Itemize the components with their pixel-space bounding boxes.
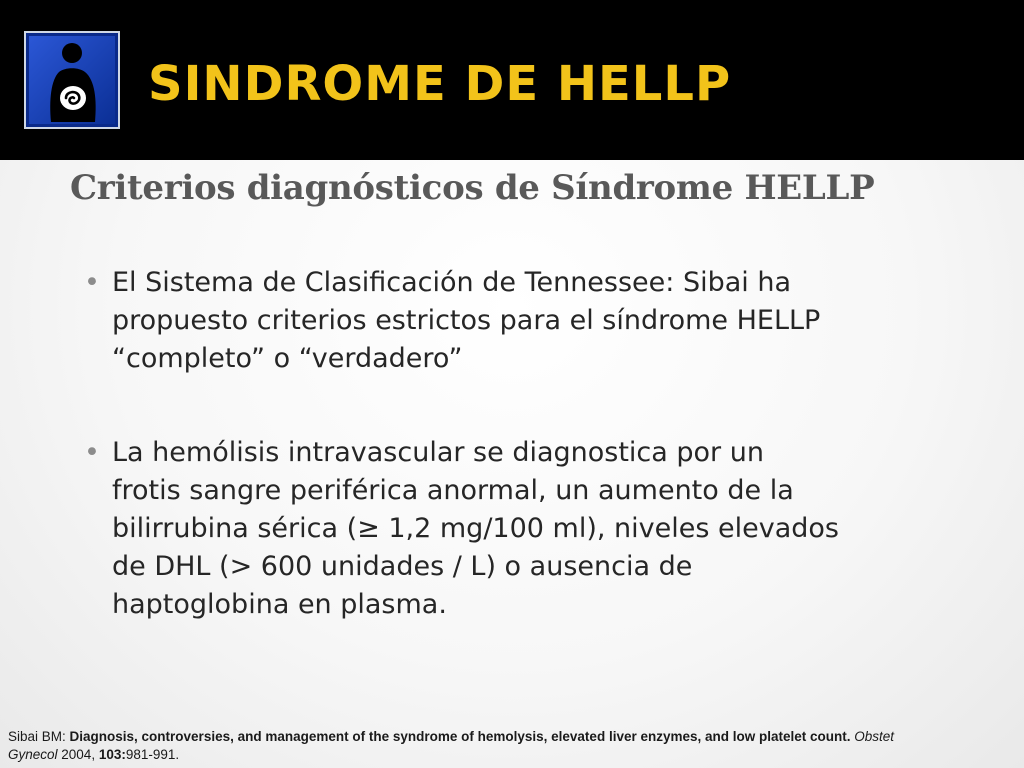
bullet-dot-icon: • [84,267,100,298]
citation [8,728,1008,764]
slide-title: SINDROME DE HELLP [148,56,732,112]
citation-title: Diagnosis, controversies, and management of the syndrome of hemolysis, elevated liver enzymes, and low platelet count. [69,729,851,744]
bullet-item [84,264,984,378]
bullet-line: La hemólisis intravascular se diagnostica por un [112,437,764,468]
bullet-line: propuesto criterios estrictos para el síndrome HELLP [112,305,821,336]
bullet-item [84,434,984,624]
bullet-line: “completo” o “verdadero” [112,343,463,374]
bullet-line: frotis sangre periférica anormal, un aumento de la [112,475,794,506]
bullet-line: El Sistema de Clasificación de Tennessee: Sibai ha [112,267,792,298]
bullet-line: haptoglobina en plasma. [112,589,447,620]
citation-journal: Gynecol [8,747,58,762]
bullet-line: bilirrubina sérica (≥ 1,2 mg/100 ml), niveles elevados [112,513,839,544]
citation-year: 2004, [57,747,99,762]
citation-journal: Obstet [854,729,895,744]
header-band [0,0,1024,160]
bullet-dot-icon: • [84,437,100,468]
citation-pages: 981-991. [125,747,180,762]
citation-authors: Sibai BM: [8,729,70,744]
bullet-line: de DHL (> 600 unidades / L) o ausencia de [112,551,693,582]
bullet-list [84,264,984,624]
slide-subtitle: Criterios diagnósticos de Síndrome HELLP [70,168,875,208]
pregnant-woman-icon [24,31,120,129]
citation-volume: 103: [98,747,126,762]
